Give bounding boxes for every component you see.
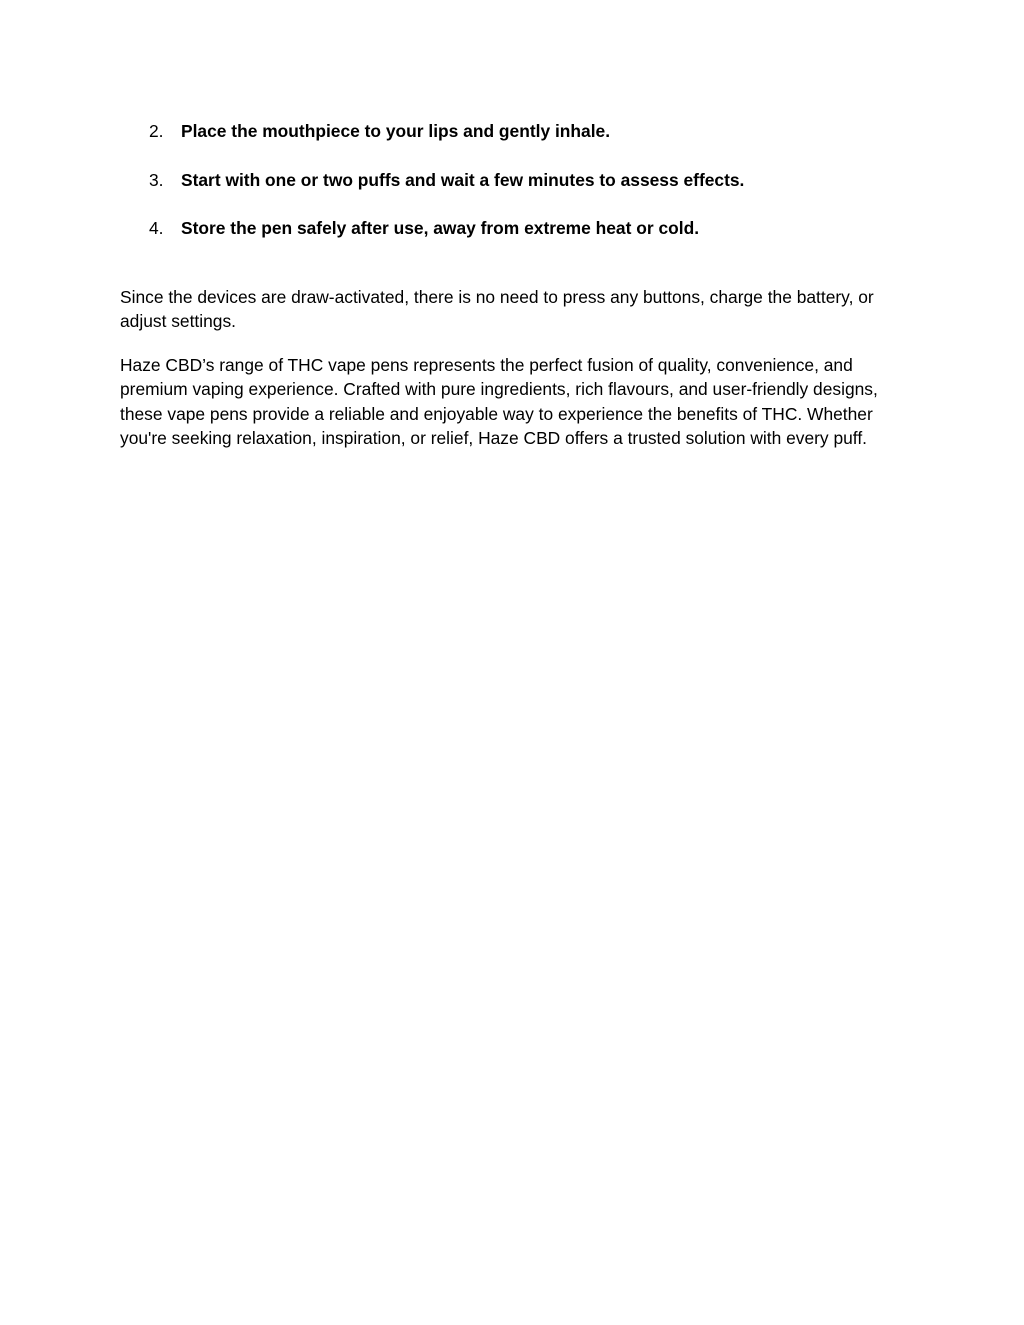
list-item-number: 2.: [149, 121, 164, 141]
paragraph-conclusion: Haze CBD’s range of THC vape pens represents the perfect fusion of quality, convenience, and premium vaping experience. Crafted with pure ingredients, rich flavours, and user-friendly designs, these vape pens provide a reliable and enjoyable way to experience the benefits of THC. Whether you're seeking relaxation, inspiration, or relief, Haze CBD offers a trusted solution with every puff.: [120, 355, 878, 449]
list-item-number: 4.: [149, 218, 164, 238]
list-item-text: Store the pen safely after use, away from extreme heat or cold.: [181, 218, 700, 238]
paragraph-draw-activated: Since the devices are draw-activated, there is no need to press any buttons, charge the battery, or adjust settings.: [120, 287, 874, 332]
list-item-number: 3.: [149, 169, 164, 190]
list-item: [120, 167, 910, 193]
list-item: [120, 118, 910, 144]
list-item-text: Place the mouthpiece to your lips and gently inhale.: [181, 121, 611, 141]
list-item-text: Start with one or two puffs and wait a few minutes to assess effects.: [181, 169, 745, 190]
usage-steps-list: [120, 118, 910, 264]
list-item: [120, 215, 910, 241]
